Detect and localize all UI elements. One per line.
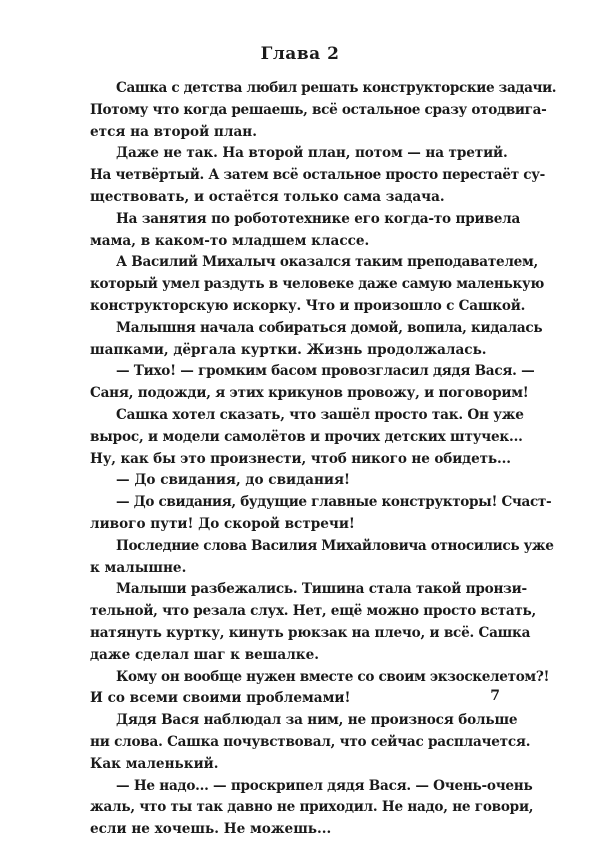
text-line: Дядя Вася наблюдал за ним, не произнося больше bbox=[116, 712, 518, 729]
text-line: — Тихо! — громким басом провозгласил дядя Вася. — bbox=[116, 363, 535, 380]
text-line: И со всеми своими проблемами! bbox=[90, 690, 351, 707]
text-line: мама, в каком-то младшем классе. bbox=[90, 232, 370, 249]
text-line: Последние слова Василия Михайловича относились уже bbox=[116, 537, 554, 554]
text-line: если не хочешь. Не можешь... bbox=[90, 821, 332, 838]
text-line: ни слова. Сашка почувствовал, что сейчас расплачется. bbox=[90, 733, 531, 750]
text-line: На четвёртый. А затем всё остальное просто перестаёт су- bbox=[90, 167, 546, 184]
text-line: к малышне. bbox=[90, 559, 187, 576]
text-line: Малышня начала собираться домой, вопила, кидалась bbox=[116, 319, 543, 336]
text-line: вырос, и модели самолётов и прочих детских штучек... bbox=[90, 428, 523, 445]
text-line: конструкторскую искорку. Что и произошло с Сашкой. bbox=[90, 297, 526, 314]
text-line: который умел раздуть в человеке даже самую маленькую bbox=[90, 276, 545, 293]
text-line: А Василий Михалыч оказался таким преподавателем, bbox=[116, 254, 538, 271]
text-line: — Не надо... — проскрипел дядя Вася. — Очень-очень bbox=[116, 777, 533, 794]
text-line: На занятия по робототехнике его когда-то привела bbox=[116, 210, 521, 227]
text-line: ливого пути! До скорой встречи! bbox=[90, 515, 355, 532]
chapter-title: Глава 2 bbox=[260, 44, 340, 64]
text-line: ется на второй план. bbox=[90, 123, 257, 140]
body-text bbox=[90, 78, 557, 841]
text-line: Саня, подожди, я этих крикунов провожу, и поговорим! bbox=[90, 385, 529, 402]
text-line: Сашка с детства любил решать конструкторские задачи. bbox=[116, 80, 557, 96]
text-line: Ну, как бы это произнести, чтоб никого не обидеть... bbox=[90, 450, 511, 467]
text-line: Кому он вообще нужен вместе со своим экзоскелетом?! bbox=[116, 668, 550, 685]
text-line: тельной, что резала слух. Нет, ещё можно просто встать, bbox=[90, 603, 536, 620]
text-line: шапками, дёргала куртки. Жизнь продолжалась. bbox=[90, 341, 487, 358]
text-line: ществовать, и остаётся только сама задача. bbox=[90, 188, 445, 205]
text-line: даже сделал шаг к вешалке. bbox=[90, 646, 319, 663]
text-line: Как маленький. bbox=[90, 755, 219, 772]
text-line: жаль, что ты так давно не приходил. Не надо, не говори, bbox=[90, 799, 534, 816]
text-line: — До свидания, до свидания! bbox=[116, 472, 351, 489]
text-line: натянуть куртку, кинуть рюкзак на плечо, и всё. Сашка bbox=[90, 624, 531, 641]
text-line: — До свидания, будущие главные конструкторы! Счаст- bbox=[116, 494, 552, 511]
text-line: Даже не так. На второй план, потом — на третий. bbox=[116, 145, 508, 162]
text-line: Малыши разбежались. Тишина стала такой пронзи- bbox=[116, 581, 527, 598]
text-line: Сашка хотел сказать, что зашёл просто так. Он уже bbox=[116, 406, 524, 423]
text-line: Потому что когда решаешь, всё остальное сразу отодвига- bbox=[90, 101, 547, 118]
page-number: 7 bbox=[490, 688, 500, 704]
